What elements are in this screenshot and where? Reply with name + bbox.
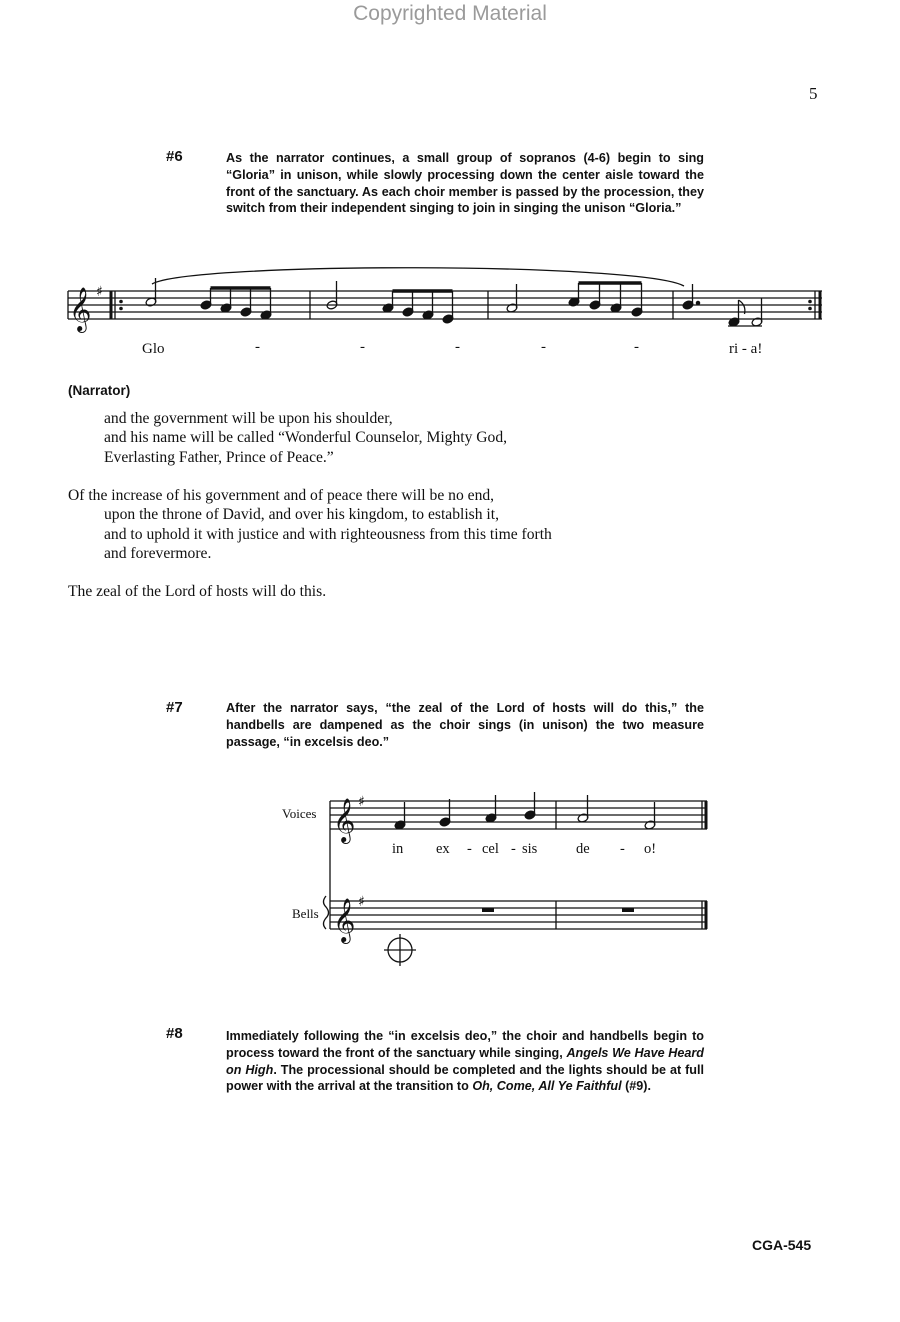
cue-7: #7 (166, 699, 183, 716)
gloria-hyphen: - (455, 339, 460, 355)
catalog-code: CGA-545 (752, 1237, 812, 1253)
verse-line: and the government will be upon his shoulder, (104, 410, 393, 427)
verse-line: and his name will be called “Wonderful Counselor, Mighty God, (104, 429, 508, 447)
verse-line: Everlasting Father, Prince of Peace.” (104, 448, 334, 466)
cue-8: #8 (166, 1025, 183, 1042)
sharp-icon: ♯ (358, 894, 365, 910)
excelsis-lyric: ex (436, 841, 450, 857)
excelsis-lyric: cel (482, 841, 499, 857)
instruction-8-text: . The processional should be completed and the lights should be at full power with the arrival at the transition to (226, 1062, 704, 1094)
page-number: 5 (809, 84, 818, 103)
excelsis-lyric: - (620, 841, 625, 857)
narration-closing: The zeal of the Lord of hosts will do this. (68, 583, 327, 600)
treble-clef-icon: 𝄞 (333, 898, 356, 942)
treble-clef-icon: 𝄞 (69, 287, 92, 331)
gloria-hyphen: - (255, 339, 260, 355)
excelsis-lyric: in (392, 841, 404, 857)
excelsis-lyric: sis (522, 841, 538, 857)
bells-label: Bells (292, 906, 319, 921)
sharp-icon: ♯ (358, 794, 365, 810)
verse-line: Of the increase of his government and of peace there will be no end, (68, 487, 495, 504)
gloria-hyphen: - (541, 339, 546, 355)
treble-clef-icon: 𝄞 (333, 798, 356, 842)
sharp-icon: ♯ (96, 284, 103, 300)
song-title-oh-come: Oh, Come, All Ye Faithful (472, 1079, 622, 1094)
verse-line: upon the throne of David, and over his kingdom, to establish it, (104, 506, 499, 524)
narrator-label: (Narrator) (68, 383, 131, 398)
instruction-6: As the narrator continues, a small group of sopranos (4-6) begin to sing “Gloria” in unison, while slowly processing down the center aisle toward the front of the sanctuary. As each choir member is passed by the procession, they switch from their independent singing to join in singing the unison “Gloria.” (226, 151, 704, 216)
instruction-8-text: (#9). (621, 1079, 651, 1094)
gloria-hyphen: - (634, 339, 639, 355)
excelsis-lyric: - (511, 841, 516, 857)
copyright-watermark: Copyrighted Material (353, 2, 547, 25)
verse-line: and to uphold it with justice and with righteousness from this time forth (104, 525, 552, 543)
excelsis-lyric: - (467, 841, 472, 857)
voices-label: Voices (282, 806, 317, 821)
gloria-hyphen: - (360, 339, 365, 355)
gloria-lyric-start: Glo (142, 341, 165, 357)
cue-6: #6 (166, 148, 183, 165)
instruction-8-text: Immediately following the “in excelsis deo,” the choir and handbells begin to process toward the front of the sanctuary while singing, (226, 1029, 704, 1060)
verse-line: and forevermore. (104, 545, 212, 563)
song-title-angels: Angels We Have Heard on High (226, 1045, 704, 1077)
excelsis-lyric: o! (644, 841, 657, 857)
instruction-8 (226, 1028, 704, 1095)
gloria-lyric-end: ri - a! (729, 341, 763, 357)
excelsis-lyric: de (576, 841, 590, 857)
instruction-7: After the narrator says, “the zeal of the Lord of hosts will do this,” the handbells are dampened as the choir sings (in unison) the two measure passage, “in excelsis deo.” (226, 701, 704, 749)
